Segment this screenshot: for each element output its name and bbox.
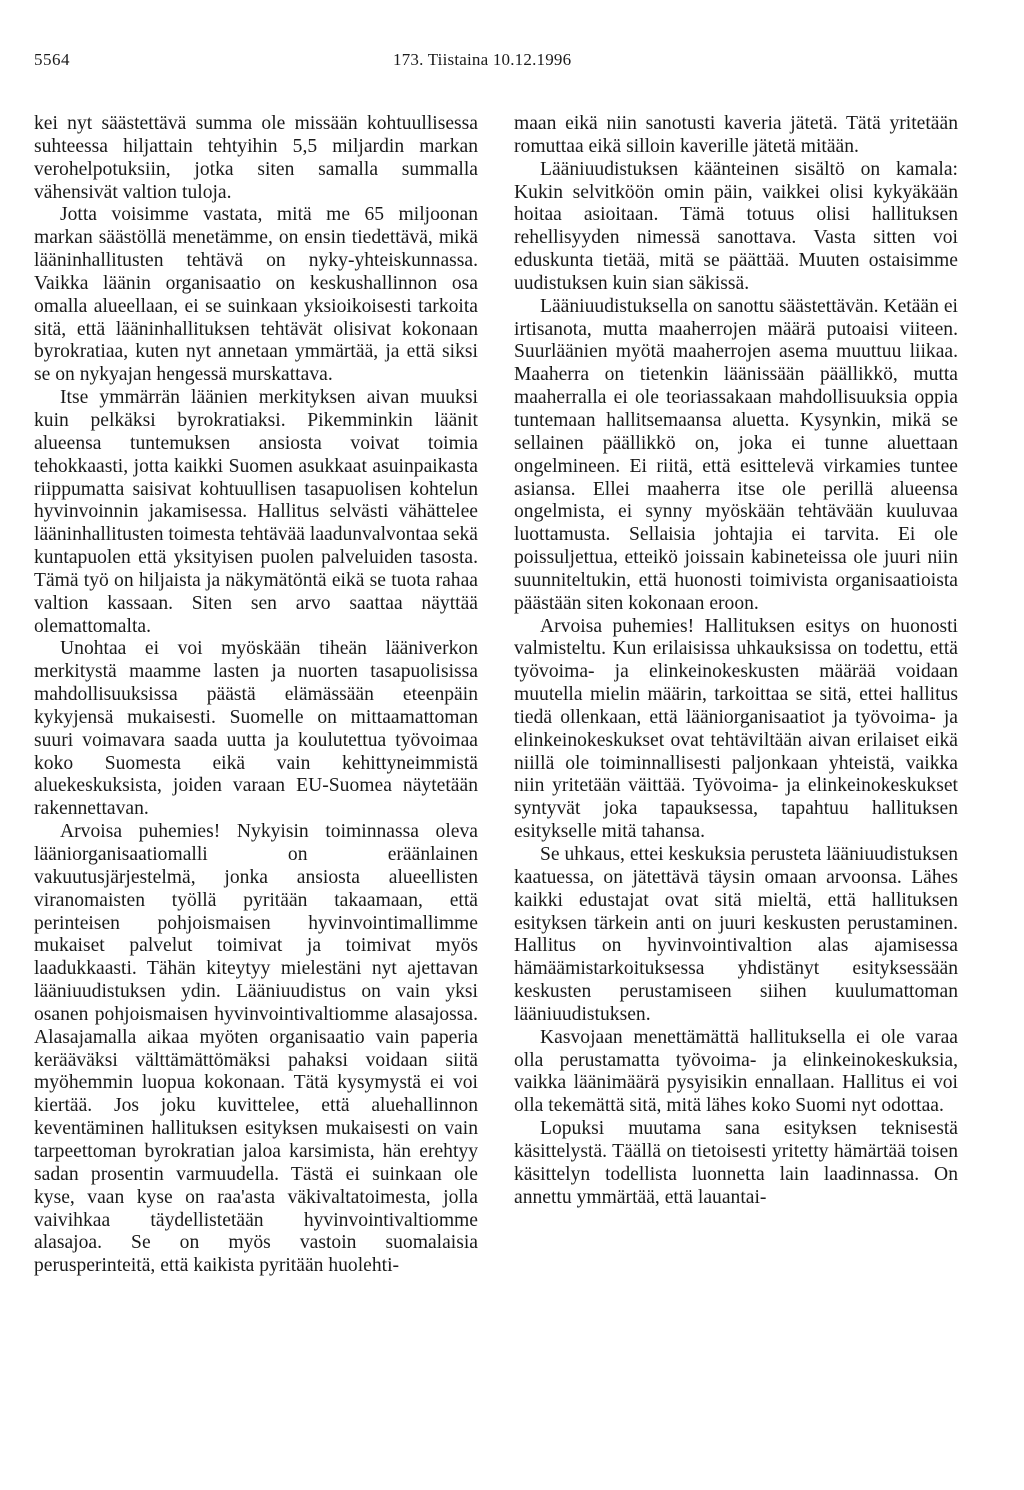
paragraph: Lääniuudistuksen käänteinen sisältö on kamala: Kukin selvitköön omin päin, vaikkei olisi kykyäkään hoitaa asioitaan. Tämä totuus olisi hallituksen rehellisyyden nimessä sanottava. Vasta sitten voi eduskunta tietää, mitä se päättää. Muuten ostaisimme uudistuksen kuin sian säkissä.: [514, 158, 958, 294]
paragraph: Arvoisa puhemies! Nykyisin toiminnassa oleva lääniorganisaatiomalli on eräänlainen vakuutusjärjestelmä, jonka ansiosta alueellisten viranomaisten työllä pyritään takaamaan, että perinteisen pohjoismaisen hyvinvointimallimme mukaiset palvelut toimivat ja toimivat myös laadukkaasti. Tähän kiteytyy mielestäni nyt ajettavan lääniuudistuksen ydin. Lääniuudistus on vain yksi osanen pohjoismaisen hyvinvointivaltiomme alasajossa. Alasajamalla aikaa myöten organisaatio vain paperia kerääväksi välttämättömäksi pahaksi voidaan siitä myöhemmin luopua kokonaan. Tätä kysymystä ei voi kiertää. Jos joku kuvittelee, että aluehallinnon keventäminen hallituksen esityksen mukaisesti on vain tarpeettoman byrokratian jaloa karsimista, hän erehtyy sadan prosentin varmuudella. Tästä ei suinkaan ole kyse, vaan kyse on raa'asta väkivaltatoimesta, jolla vaivihkaa täydellistetään hyvinvointivaltiomme alasajoa. Se on myös vastoin suomalaisia perusperinteitä, että kaikista pyritään huolehti-: [34, 821, 478, 1277]
paragraph: Se uhkaus, ettei keskuksia perusteta lääniuudistuksen kaatuessa, on jätettävä täysin omaan arvoonsa. Lähes kaikki edustajat ovat sitä mieltä, että hallituksen esityksen tärkein anti on juuri keskusten perustaminen. Hallitus on hyvinvointivaltion alas ajamisessa hämäämistarkoituksessa yhdistänyt esityksessään keskusten perustamiseen siihen kuulumattoman lääniuudistuksen.: [514, 844, 958, 1025]
page-number: 5564: [34, 50, 70, 69]
left-column: [34, 113, 478, 1278]
paragraph: Kasvojaan menettämättä hallituksella ei ole varaa olla perustamatta työvoima- ja elinkeinokeskuksia, vaikka läänimäärä pysyisikin ennallaan. Hallitus ei voi olla tekemättä sitä, mitä lähes koko Suomi nyt odottaa.: [514, 1026, 958, 1117]
paragraph: Unohtaa ei voi myöskään tiheän lääniverkon merkitystä maamme lasten ja nuorten tasapuolisissa mahdollisuuksissa päästä elämässään eteenpäin kykyjensä mukaisesti. Suomelle on mittaamattoman suuri voimavara saada uutta ja koulutettua työvoimaa koko Suomesta eikä vain kehittyneimmistä aluekeskuksista, joiden varaan EU-Suomea näytetään rakennettavan.: [34, 638, 478, 820]
paragraph: Jotta voisimme vastata, mitä me 65 miljoonan markan säästöllä menetämme, on ensin tiedettävä, mikä lääninhallitusten tehtävä on nyky-yhteiskunnassa. Vaikka läänin organisaatio on keskushallinnon osa omalla alueellaan, ei se suinkaan yksioikoisesti tarkoita sitä, että lääninhallituksen tehtävät olisivat kokonaan byrokratiaa, kuten nyt annetaan ymmärtää, ja että siksi se on nykyajan hengessä murskattava.: [34, 204, 478, 386]
paragraph: maan eikä niin sanotusti kaveria jätetä. Tätä yritetään romuttaa eikä silloin kaverille jätetä mitään.: [514, 113, 958, 157]
paragraph: kei nyt säästettävä summa ole missään kohtuullisessa suhteessa hiljattain tehtyihin 5,5 miljardin markan verohelpotuksiin, jotka siten samalla summalla vähensivät valtion tuloja.: [34, 113, 478, 203]
page-header: [34, 50, 990, 74]
paragraph: Arvoisa puhemies! Hallituksen esitys on huonosti valmisteltu. Kun erilaisissa uhkauksissa on todettu, että työvoima- ja elinkeinokeskusten määrää voidaan muutella mielin määrin, tarkoittaa se sitä, ettei hallitus tiedä ollenkaan, että lääniorganisaatiot ja työvoima- ja elinkeinokeskukset ovat tehtäviltään aivan erilaiset eikä niillä ole toiminnallisesti paljonkaan yhteistä, vaikka niin yritetään väittää. Työvoima- ja elinkeinokeskukset syntyvät joka tapauksessa, tapahtuu hallituksen esitykselle mitä tahansa.: [514, 615, 958, 843]
issue-title: 173. Tiistaina 10.12.1996: [393, 50, 572, 69]
right-column: [514, 113, 958, 1210]
paragraph: Lopuksi muutama sana esityksen teknisestä käsittelystä. Täällä on tietoisesti yritetty hämärtää toisen käsittelyn todellista luonnetta lain laadinnassa. On annettu ymmärtää, että lauantai-: [514, 1118, 958, 1208]
paragraph: Lääniuudistuksella on sanottu säästettävän. Ketään ei irtisanota, mutta maaherrojen määrä putoaisi viiteen. Suurläänien myötä maaherrojen asema muuttuu liikaa. Maaherra on tietenkin läänissään päällikkö, mutta maaherralla ei ole teoriassakaan mahdollisuuksia oppia tuntemaan hallitsemaansa aluetta. Kysynkin, mikä se sellainen päällikkö on, joka ei tunne aluettaan ongelmineen. Ei riitä, että esittelevä virkamies tuntee asiansa. Ellei maaherra itse ole perillä alueensa ongelmista, ei synny myöskään tehtävään kuuluvaa luottamusta. Sellaisia johtajia ei tarvita. Ei ole poissuljettua, etteikö joissain kabineteissa ole juuri niin suunniteltukin, että huonosti toimivista organisaatioista päästään siten kokonaan eroon.: [514, 295, 958, 614]
paragraph: Itse ymmärrän läänien merkityksen aivan muuksi kuin pelkäksi byrokratiaksi. Pikemminkin läänit alueensa tuntemuksen ansiosta voivat toimia tehokkaasti, jotta kaikki Suomen asukkaat asuinpaikasta riippumatta saisivat kohtuullisen tasapuolisen kohtelun hyvinvoinnin jakamisessa. Hallitus selvästi vähättelee lääninhallitusten toimesta tehtävää laadunvalvontaa sekä kuntapuolen että yksityisen puolen palveluiden tasosta. Tämä työ on hiljaista ja näkymätöntä eikä se tuota rahaa valtion kassaan. Siten sen arvo saattaa näyttää olemattomalta.: [34, 387, 478, 637]
